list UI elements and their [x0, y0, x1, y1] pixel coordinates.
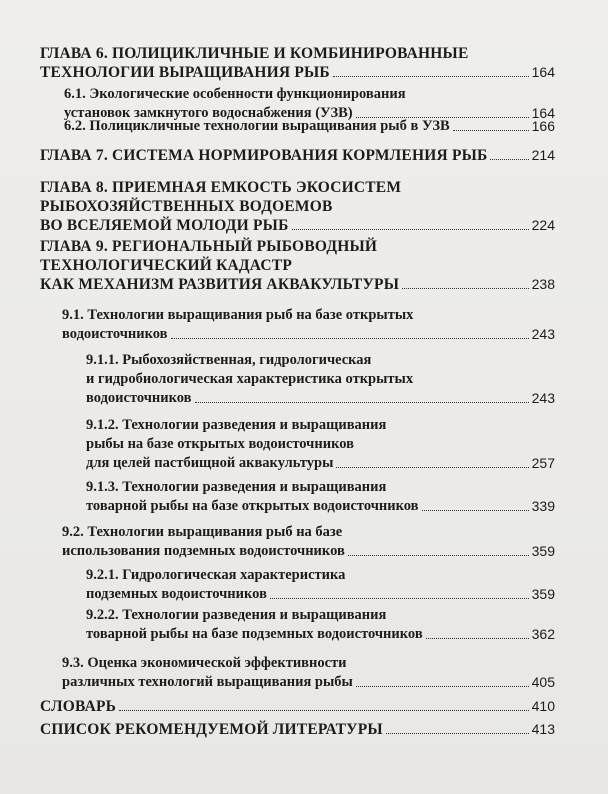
toc-entry-text: различных технологий выращивания рыбы — [62, 674, 353, 690]
page-number: 359 — [531, 543, 555, 559]
toc-entry-chapter-7 — [40, 146, 555, 165]
toc-entry-section-6-2 — [64, 117, 555, 136]
dot-leader — [426, 637, 529, 639]
toc-entry-section-9-3 — [62, 654, 555, 692]
toc-entry-text: КАК МЕХАНИЗМ РАЗВИТИЯ АКВАКУЛЬТУРЫ — [40, 276, 400, 293]
toc-entry-text: рыбы на базе открытых водоисточников — [86, 436, 354, 452]
page-number: 238 — [531, 276, 555, 292]
toc-entry-text: подземных водоисточников — [86, 586, 267, 602]
toc-entry-text: 9.2.2. Технологии разведения и выращивания — [86, 607, 387, 623]
toc-entry-text: 9.2. Технологии выращивания рыб на базе — [62, 524, 343, 540]
dot-leader — [195, 401, 529, 403]
dot-leader — [270, 597, 529, 599]
toc-entry-text: ВО ВСЕЛЯЕМОЙ МОЛОДИ РЫБ — [40, 217, 289, 234]
dot-leader — [402, 287, 529, 289]
toc-entry-text: 6.1. Экологические особенности функционирования — [64, 86, 406, 102]
toc-entry-text: использования подземных водоисточников — [62, 543, 345, 559]
toc-entry-text: 9.1.1. Рыбохозяйственная, гидрологическая — [86, 352, 372, 368]
toc-entry-subsection-9-1-2 — [86, 416, 555, 473]
page-number: 166 — [531, 118, 555, 134]
page-number: 257 — [531, 455, 555, 471]
dot-leader — [336, 466, 528, 468]
toc-entry-subsection-9-2-1 — [86, 566, 555, 604]
toc-entry-chapter-9 — [40, 237, 555, 294]
toc-entry-chapter-8 — [40, 178, 555, 235]
page-number: 164 — [531, 105, 555, 121]
toc-entry-text: РЫБОХОЗЯЙСТВЕННЫХ ВОДОЕМОВ — [40, 198, 333, 215]
toc-entry-text: ГЛАВА 8. ПРИЕМНАЯ ЕМКОСТЬ ЭКОСИСТЕМ — [40, 179, 402, 196]
dot-leader — [292, 228, 529, 230]
toc-entry-text: 6.2. Полицикличные технологии выращивания рыб в УЗВ — [64, 118, 450, 134]
dot-leader — [356, 685, 529, 687]
dot-leader — [386, 732, 529, 734]
toc-entry-subsection-9-1-3 — [86, 478, 555, 516]
toc-entry-text: 9.1.3. Технологии разведения и выращивания — [86, 479, 387, 495]
toc-entry-text: ГЛАВА 7. СИСТЕМА НОРМИРОВАНИЯ КОРМЛЕНИЯ РЫБ — [40, 147, 488, 164]
dot-leader — [490, 158, 528, 160]
toc-entry-section-9-2 — [62, 523, 555, 561]
page-number: 359 — [531, 586, 555, 602]
toc-entry-text: водоисточников — [62, 326, 168, 342]
toc-entry-text: ГЛАВА 9. РЕГИОНАЛЬНЫЙ РЫБОВОДНЫЙ — [40, 238, 378, 255]
page-number: 224 — [531, 217, 555, 233]
dot-leader — [171, 337, 529, 339]
page-number: 214 — [531, 147, 555, 163]
dot-leader — [119, 709, 529, 711]
toc-entry-text: для целей пастбищной аквакультуры — [86, 455, 334, 471]
dot-leader — [348, 554, 529, 556]
toc-entry-text: 9.3. Оценка экономической эффективности — [62, 655, 347, 671]
page-number: 362 — [531, 626, 555, 642]
toc-entry-text: СПИСОК РЕКОМЕНДУЕМОЙ ЛИТЕРАТУРЫ — [40, 721, 383, 738]
toc-entry-text: 9.2.1. Гидрологическая характеристика — [86, 567, 346, 583]
toc-entry-text: ГЛАВА 6. ПОЛИЦИКЛИЧНЫЕ И КОМБИНИРОВАННЫЕ — [40, 45, 469, 62]
toc-entry-subsection-9-2-2 — [86, 606, 555, 644]
toc-entry-glossary — [40, 697, 555, 716]
toc-entry-subsection-9-1-1 — [86, 351, 555, 408]
page-number: 164 — [531, 64, 555, 80]
toc-entry-text: 9.1. Технологии выращивания рыб на базе открытых — [62, 307, 414, 323]
dot-leader — [333, 75, 529, 77]
toc-entry-text: товарной рыбы на базе подземных водоисточников — [86, 626, 423, 642]
toc-entry-text: 9.1.2. Технологии разведения и выращивания — [86, 417, 387, 433]
page-number: 413 — [531, 721, 555, 737]
toc-entry-text: установок замкнутого водоснабжения (УЗВ) — [64, 105, 353, 121]
toc-entry-text: ТЕХНОЛОГИИ ВЫРАЩИВАНИЯ РЫБ — [40, 64, 330, 81]
toc-entry-references — [40, 720, 555, 739]
toc-entry-text: СЛОВАРЬ — [40, 698, 117, 715]
toc-entry-text: ТЕХНОЛОГИЧЕСКИЙ КАДАСТР — [40, 257, 292, 274]
toc-entry-text: товарной рыбы на базе открытых водоисточников — [86, 498, 419, 514]
page-number: 410 — [531, 698, 555, 714]
toc-entry-text: и гидробиологическая характеристика открытых — [86, 371, 414, 387]
page-number: 339 — [531, 498, 555, 514]
dot-leader — [422, 509, 529, 511]
page-number: 405 — [531, 674, 555, 690]
toc-entry-chapter-6 — [40, 44, 555, 82]
page-number: 243 — [531, 390, 555, 406]
toc-entry-text: водоисточников — [86, 390, 192, 406]
dot-leader — [453, 129, 529, 131]
page-number: 243 — [531, 326, 555, 342]
toc-entry-section-9-1 — [62, 306, 555, 344]
